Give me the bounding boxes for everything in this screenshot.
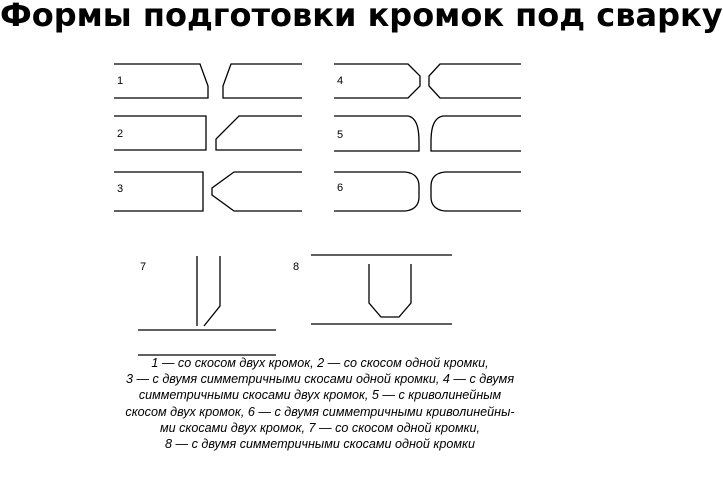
joint-8-tee-double-bevel — [293, 255, 452, 324]
joint-3-label: 3 — [117, 183, 124, 195]
joint-1-label: 1 — [117, 75, 124, 87]
joint-6-left-plate — [334, 172, 419, 211]
caption-line: 3 — с двумя симметричными скосами одной кромки, 4 — с двумя — [125, 372, 515, 387]
joint-6-symmetric-curved-bevels-two-edges — [334, 172, 521, 211]
caption-line: 1 — со скосом двух кромок, 2 — со скосом одной кромки, — [151, 356, 489, 370]
joint-8-label: 8 — [293, 261, 300, 273]
joint-3-symmetric-bevels-one-edge — [114, 172, 302, 211]
joint-1-right-plate — [223, 64, 302, 98]
joint-1-left-plate — [114, 64, 208, 98]
joint-7-tee-single-bevel — [138, 256, 276, 355]
joint-5-curved-bevel-two-edges — [334, 116, 521, 151]
joint-3-left-plate — [114, 172, 203, 211]
joint-6-right-plate — [431, 172, 521, 211]
joint-5-right-plate — [431, 116, 521, 151]
joint-7-vertical-plate — [197, 256, 220, 326]
caption-line: 8 — с двумя симметричными скосами одной кромки — [165, 437, 475, 452]
joint-5-left-plate — [334, 116, 419, 151]
joint-2-single-edge-bevel — [114, 116, 302, 150]
page-title: Формы подготовки кромок под сварку — [0, 0, 723, 34]
joint-7-label: 7 — [140, 261, 147, 273]
joint-4-label: 4 — [337, 75, 344, 87]
joint-2-right-plate — [216, 116, 302, 150]
joint-2-label: 2 — [117, 128, 124, 140]
joint-2-left-plate — [114, 116, 206, 150]
caption-line: симметричными скосами двух кромок, 5 — с криволинейным — [138, 388, 502, 403]
figure-caption — [60, 355, 580, 452]
joint-4-symmetric-bevels-two-edges — [334, 64, 521, 98]
joint-4-right-plate — [429, 64, 521, 98]
caption-line: скосом двух кромок, 6 — с двумя симметричными криволинейны- — [125, 404, 515, 419]
caption-line: ми скосами двух кромок, 7 — со скосом одной кромки, — [159, 420, 481, 435]
joint-8-vertical-plate — [369, 264, 411, 317]
joint-6-label: 6 — [337, 182, 344, 194]
joint-3-right-plate — [212, 172, 302, 211]
joint-5-label: 5 — [337, 129, 344, 141]
joint-1-double-bevel-both-edges — [114, 64, 302, 98]
joint-4-left-plate — [334, 64, 420, 98]
